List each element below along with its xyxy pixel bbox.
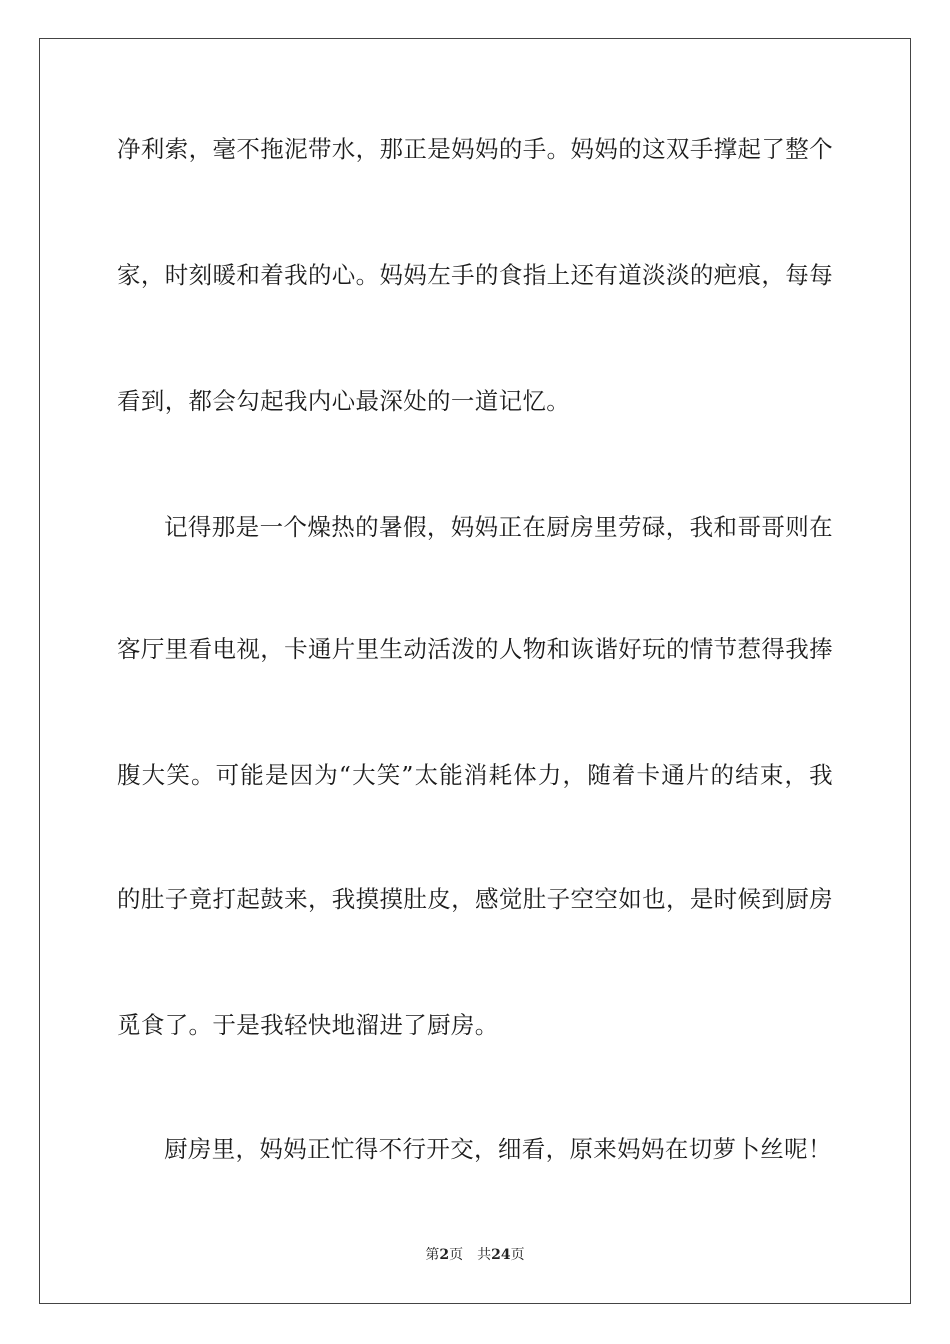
page-frame (39, 38, 911, 1304)
page-label-suffix: 页 (449, 1247, 464, 1263)
page-number: 2 (439, 1247, 450, 1263)
text-line-9: 厨房里，妈妈正忙得不行开交，细看，原来妈妈在切萝卜丝呢！ (164, 1135, 832, 1163)
text-line-7: 的肚子竟打起鼓来，我摸摸肚皮，感觉肚子空空如也，是时候到厨房 (117, 885, 833, 913)
total-label-prefix: 共 (477, 1247, 492, 1263)
text-line-2: 家，时刻暖和着我的心。妈妈左手的食指上还有道淡淡的疤痕，每每 (117, 261, 833, 289)
page-footer (0, 1246, 950, 1264)
text-line-6: 腹大笑。可能是因为“大笑”太能消耗体力，随着卡通片的结束，我 (117, 761, 833, 789)
total-label-suffix: 页 (510, 1247, 525, 1263)
text-line-8: 觅食了。于是我轻快地溜进了厨房。 (117, 1011, 499, 1039)
text-line-4: 记得那是一个燥热的暑假，妈妈正在厨房里劳碌，我和哥哥则在 (164, 513, 833, 541)
text-line-5: 客厅里看电视，卡通片里生动活泼的人物和诙谐好玩的情节惹得我捧 (117, 635, 833, 663)
text-line-1: 净利索，毫不拖泥带水，那正是妈妈的手。妈妈的这双手撑起了整个 (117, 135, 833, 163)
total-pages: 24 (491, 1247, 511, 1263)
page-label-prefix: 第 (425, 1247, 440, 1263)
text-line-3: 看到，都会勾起我内心最深处的一道记忆。 (117, 387, 571, 415)
